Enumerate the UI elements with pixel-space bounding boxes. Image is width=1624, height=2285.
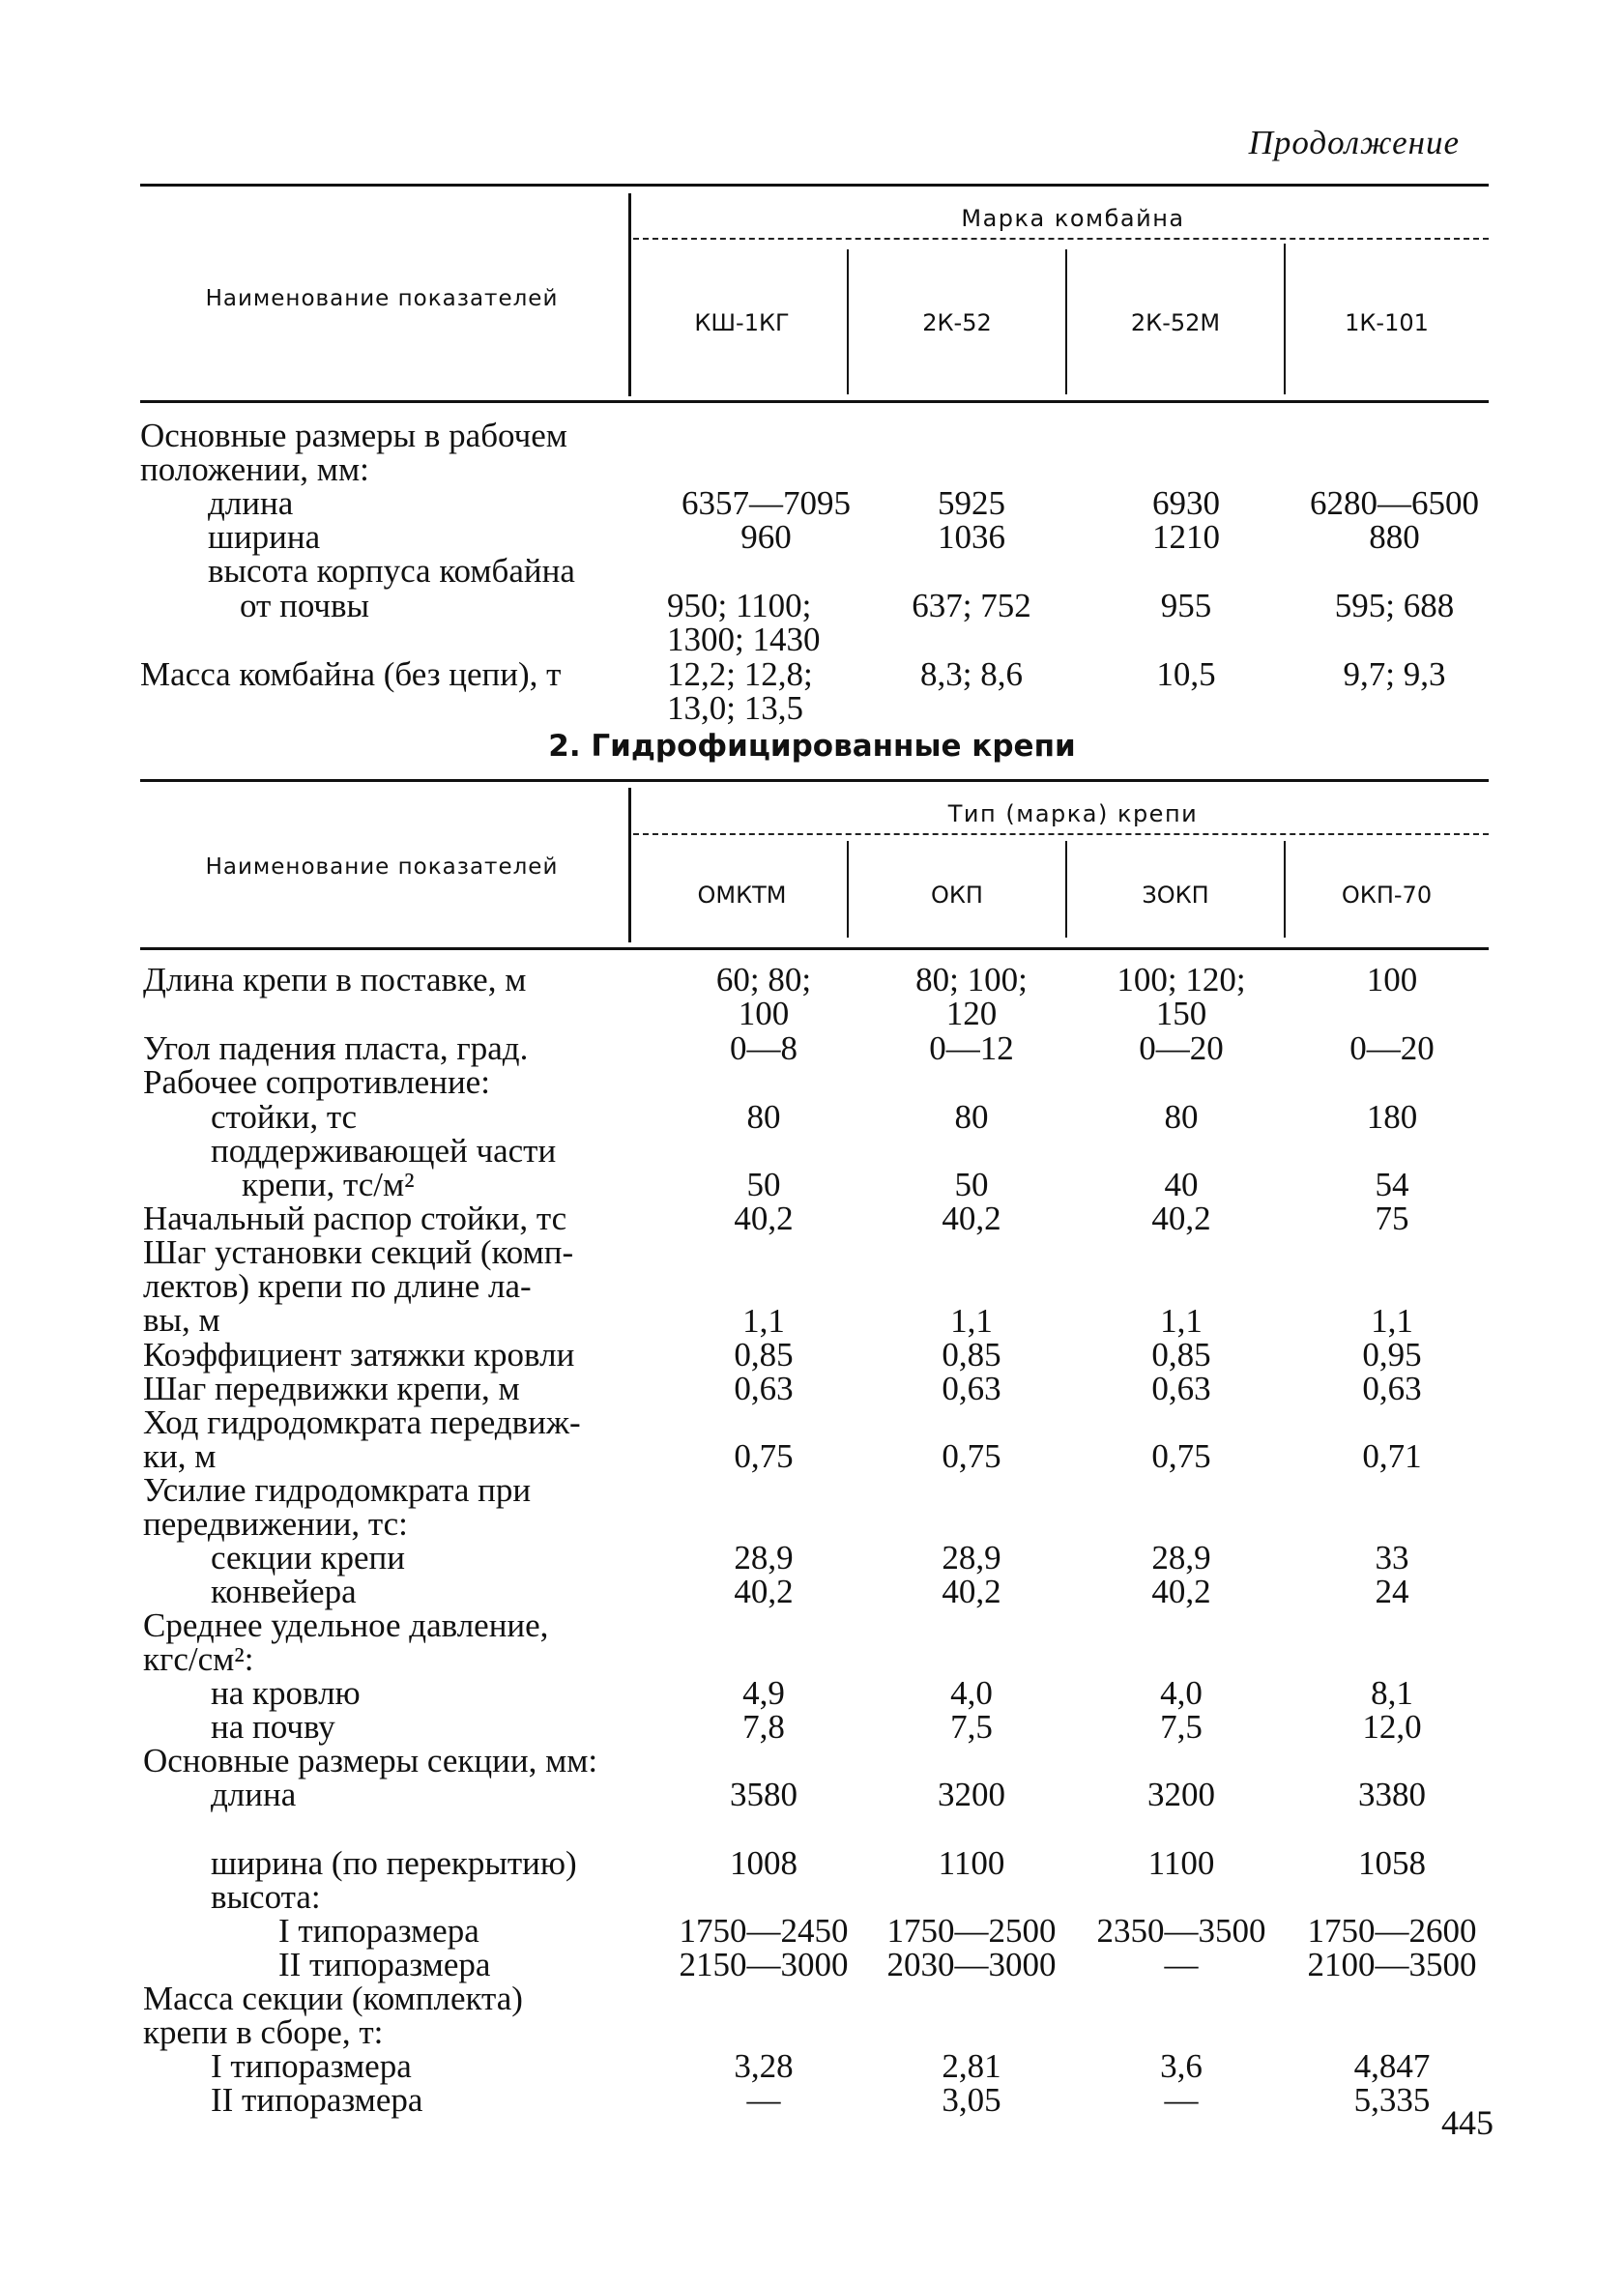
table-cell: 0—20 [1139,1029,1224,1067]
table-cell: 4,847 [1353,2047,1431,2085]
table-cell: 12,2; 12,8; 13,0; 13,5 [667,655,813,727]
row-label: секции крепи [211,1539,405,1576]
table-cell: 1,1 [950,1302,993,1340]
table-cell: 3200 [938,1776,1005,1813]
table-cell: 0,71 [1362,1437,1422,1475]
table1-group-header: Марка комбайна [961,205,1185,232]
table-cell: 2,81 [942,2047,1001,2085]
row-label: Масса секции (комплекта) крепи в сборе, т: [143,1980,523,2051]
table-cell: 7,5 [950,1708,993,1746]
table-cell: 28,9 [942,1539,1001,1576]
table-cell: — [1164,1946,1199,1983]
row-label: конвейера [211,1573,357,1610]
table-cell: 0,85 [1151,1336,1211,1374]
table-cell: 60; 80; 100 [715,961,812,1032]
table-cell: 40,2 [942,1573,1001,1610]
table-cell: 0,63 [1362,1370,1422,1407]
table-cell: 1750—2450 [679,1912,849,1950]
table-cell: 1750—2500 [886,1912,1057,1950]
table1-col-divider [847,249,849,394]
table2-top-rule [140,779,1489,782]
table-cell: 1100 [938,1844,1005,1882]
table-cell: 4,0 [1160,1674,1203,1712]
table-cell: 637; 752 [912,587,1031,624]
table-cell: 960 [740,518,792,556]
table-cell: 8,1 [1371,1674,1413,1712]
section-title: 2. Гидрофицированные крепи [548,729,1076,764]
table-cell: 2100—3500 [1307,1946,1477,1983]
table-cell: 0,75 [1151,1437,1211,1475]
row-label: I типоразмера [278,1912,479,1950]
table2-column-header: ОКП-70 [1341,882,1433,909]
table-cell: 0,75 [734,1437,794,1475]
table-cell: 3200 [1147,1776,1215,1813]
table-cell: 1210 [1152,518,1220,556]
table1-col-divider [1284,244,1286,394]
table-cell: 6357—7095 [682,484,851,522]
table-cell: 180 [1366,1098,1418,1136]
table-cell: 2030—3000 [886,1946,1057,1983]
table-cell: 3,05 [942,2081,1001,2119]
table-cell: — [746,2081,781,2119]
table2-param-header: Наименование показателей [205,854,559,880]
table-cell: 24 [1375,1573,1409,1610]
table-cell: 0—20 [1349,1029,1435,1067]
row-label: ширина [208,518,321,556]
table-cell: 80; 100; 120 [915,961,1028,1032]
row-label: Рабочее сопротивление: [143,1063,490,1101]
table-cell: 50 [954,1166,989,1203]
row-label: ширина (по перекрытию) [211,1844,577,1882]
table2-col-divider [1284,841,1286,938]
table-cell: 40,2 [734,1573,794,1610]
table-cell: 0,63 [734,1370,794,1407]
table-cell: 3580 [730,1776,798,1813]
table-cell: 0,63 [942,1370,1001,1407]
table-cell: 40,2 [1151,1200,1211,1237]
table-cell: 40 [1164,1166,1199,1203]
table-cell: 100; 120; 150 [1116,961,1246,1032]
row-label: на почву [211,1708,335,1746]
table-cell: 5925 [938,484,1005,522]
table1-header-rule [140,400,1489,403]
row-label: высота корпуса комбайна [208,552,575,590]
row-label: крепи, тс/м² [242,1166,415,1203]
table-cell: 955 [1160,587,1212,624]
table1-column-header: 2К-52М [1130,309,1221,336]
table-cell: 40,2 [1151,1573,1211,1610]
row-label: Шаг установки секций (комп- лектов) крепи по длине ла- вы, м [143,1233,574,1339]
table-cell: 100 [1366,961,1418,998]
table2-group-header: Тип (марка) крепи [947,800,1199,827]
table-cell: 880 [1369,518,1420,556]
row-label: Ход гидродомкрата передвиж- ки, м [143,1403,581,1475]
table-cell: 7,8 [742,1708,785,1746]
table-cell: 4,9 [742,1674,785,1712]
row-label: Усилие гидродомкрата при передвижении, тс: [143,1471,532,1543]
table1-column-header: 2К-52 [922,309,992,336]
table2-column-header: ОКП [931,882,983,909]
row-label: Масса комбайна (без цепи), т [140,655,562,693]
table-cell: 6280—6500 [1310,484,1479,522]
table1-column-header: КШ-1КГ [694,309,790,336]
table-cell: 80 [954,1098,989,1136]
table-cell: 28,9 [734,1539,794,1576]
table2-column-header: ЗОКП [1142,882,1209,909]
row-label: I типоразмера [211,2047,412,2085]
table-cell: 2350—3500 [1096,1912,1266,1950]
table-cell: 2150—3000 [679,1946,849,1983]
table-cell: 1,1 [1160,1302,1203,1340]
row-label: Основные размеры секции, мм: [143,1742,598,1779]
table-cell: 0,85 [942,1336,1001,1374]
table-cell: 1,1 [1371,1302,1413,1340]
table-cell: 5,335 [1353,2081,1431,2119]
table-cell: — [1164,2081,1199,2119]
table-cell: 0—8 [730,1029,798,1067]
table-cell: 595; 688 [1334,587,1455,624]
table-cell: 4,0 [950,1674,993,1712]
table-cell: 0,85 [734,1336,794,1374]
table-cell: 950; 1100; 1300; 1430 [667,587,821,658]
row-label: высота: [211,1878,321,1916]
table2-header-divider [628,788,631,942]
table-cell: 80 [746,1098,781,1136]
row-label: Основные размеры в рабочем положении, мм: [140,417,567,488]
table1-col-divider [1065,249,1067,394]
table1-group-rule [633,238,1489,240]
table-cell: 33 [1375,1539,1409,1576]
table2-column-header: ОМКТМ [697,882,787,909]
table-cell: 40,2 [942,1200,1001,1237]
table-cell: 9,7; 9,3 [1343,655,1446,693]
table1-param-header: Наименование показателей [205,286,559,311]
row-label: Угол падения пласта, град. [143,1029,529,1067]
table-cell: 10,5 [1156,655,1216,693]
table-cell: 0—12 [929,1029,1014,1067]
row-label: Длина крепи в поставке, м [143,961,527,998]
table-cell: 28,9 [1151,1539,1211,1576]
page-number: 445 [1441,2103,1494,2142]
table-cell: 1058 [1358,1844,1426,1882]
table-cell: 7,5 [1160,1708,1203,1746]
row-label: II типоразмера [278,1946,491,1983]
row-label: Коэффициент затяжки кровли [143,1336,575,1374]
table-cell: 40,2 [734,1200,794,1237]
table-cell: 3,28 [734,2047,794,2085]
table-cell: 50 [746,1166,781,1203]
table-cell: 0,63 [1151,1370,1211,1407]
row-label: Шаг передвижки крепи, м [143,1370,520,1407]
table1-header-divider [628,193,631,396]
table-cell: 1750—2600 [1307,1912,1477,1950]
row-label: на кровлю [211,1674,361,1712]
table-cell: 1100 [1147,1844,1215,1882]
table-cell: 54 [1375,1166,1409,1203]
table2-col-divider [847,841,849,938]
table-cell: 0,75 [942,1437,1001,1475]
table1-column-header: 1К-101 [1345,309,1429,336]
row-label: II типоразмера [211,2081,423,2119]
continuation-label: Продолжение [1248,124,1460,161]
table-cell: 6930 [1152,484,1220,522]
table2-group-rule [633,833,1489,835]
row-label: стойки, тс [211,1098,358,1136]
row-label: поддерживающей части [211,1132,557,1170]
row-label: Начальный распор стойки, тс [143,1200,567,1237]
table-cell: 80 [1164,1098,1199,1136]
table-cell: 3,6 [1160,2047,1203,2085]
table2-header-rule [140,947,1489,950]
table-cell: 8,3; 8,6 [920,655,1023,693]
row-label: Среднее удельное давление, кгс/см²: [143,1606,549,1678]
table-cell: 3380 [1358,1776,1426,1813]
table-cell: 1036 [938,518,1005,556]
row-label: длина [211,1776,297,1813]
table-cell: 1008 [730,1844,798,1882]
row-label: длина [208,484,294,522]
table-cell: 75 [1375,1200,1409,1237]
table-cell: 12,0 [1362,1708,1422,1746]
row-label: от почвы [240,587,370,624]
table1-top-rule [140,184,1489,187]
table-cell: 0,95 [1362,1336,1422,1374]
table-cell: 1,1 [742,1302,785,1340]
table2-col-divider [1065,841,1067,938]
